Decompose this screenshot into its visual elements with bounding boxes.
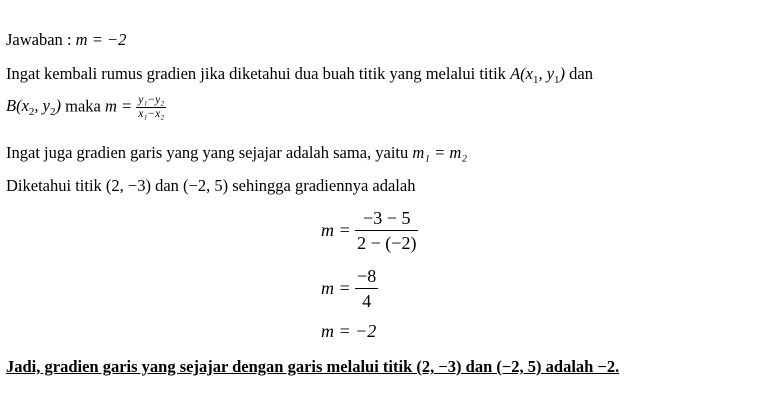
answer-expr: m = −2 bbox=[75, 30, 127, 49]
step-2: m = $\frac{-8}{4}$ bbox=[321, 266, 377, 311]
parallel-expr: m₁ = m₂ bbox=[412, 143, 468, 162]
recall-line-1 bbox=[6, 63, 593, 91]
conclusion-point-1: (2, −3) bbox=[416, 357, 462, 376]
recall-line-2 bbox=[6, 94, 166, 123]
step-1: m = $\frac{-3 - 5}{2 - (-2)}$ bbox=[321, 208, 417, 253]
gradient-formula-lhs: m = bbox=[104, 96, 137, 116]
point-a: $A(x_1$, $y_1$) bbox=[510, 64, 566, 86]
step-3: m = −2 bbox=[321, 321, 377, 341]
answer-line bbox=[6, 29, 126, 51]
parallel-text: Ingat juga gradien garis yang yang sejajar adalah sama, yaitu bbox=[6, 143, 413, 162]
maka-text: maka bbox=[60, 96, 105, 116]
conclusion-value: −2. bbox=[597, 357, 620, 376]
conclusion-line: Jadi, gradien garis yang sejajar dengan garis melalui titik (2, −3) dan (−2, 5) adalah −2. bbox=[6, 357, 620, 376]
answer-label: Jawaban : bbox=[6, 30, 76, 49]
recall-text: Ingat kembali rumus gradien jika diketahui dua buah titik yang melalui titik bbox=[6, 64, 511, 83]
gradient-formula-fraction bbox=[136, 94, 166, 121]
given-line: Diketahui titik (2, −3) dan (−2, 5) sehingga gradiennya adalah bbox=[6, 176, 416, 195]
and-text: dan bbox=[565, 64, 593, 83]
formula-denominator: x₁−x₂ bbox=[138, 108, 165, 120]
given-point-1: (2, −3) bbox=[105, 176, 151, 195]
step-2-fraction: $\frac{-8}{4}$ bbox=[357, 266, 377, 311]
point-b: $B(x_2$, $y_2$) bbox=[6, 96, 61, 119]
given-point-2: (−2, 5) bbox=[183, 176, 229, 195]
conclusion-point-2: (−2, 5) bbox=[496, 357, 542, 376]
formula-numerator: y₁−y₂ bbox=[138, 94, 165, 106]
step-1-fraction: $\frac{-3 - 5}{2 - (-2)}$ bbox=[357, 208, 417, 253]
parallel-line bbox=[6, 142, 467, 164]
